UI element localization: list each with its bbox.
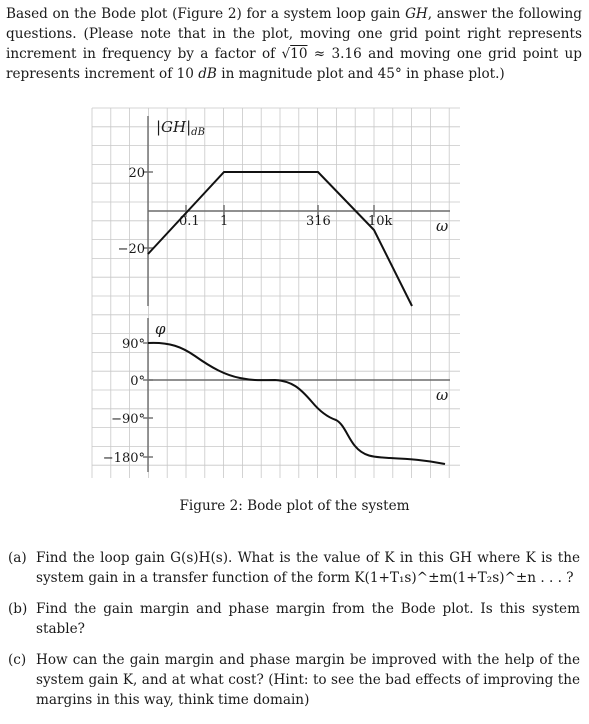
question-list [8,548,580,721]
magnitude-ylabel: $|GH|_{dB}$ [156,118,205,138]
ytick-label-minus-20: −20 [117,242,145,257]
intro-text-3: ≈ 3.16 and moving one grid point up represents increment of 10 [6,46,582,82]
question-b [8,599,580,639]
intro-text-4: in magnitude plot and 45° in phase plot.) [216,66,505,82]
db-unit: dB [198,66,217,82]
gh-symbol: GH [405,6,428,22]
bode-plot-figure [0,100,589,485]
question-text: How can the gain margin and phase margin be improved with the help of the system gain K, and at what cost? (Hint: to see the bad effects of improving the margins in this way, think time domain) [36,652,580,708]
phase-curve [148,343,445,464]
ytick-label-90: 90° [121,337,145,352]
ytick-label-minus-90: −90° [111,412,145,427]
ytick-label-minus-180: −180° [102,451,145,466]
question-c [8,650,580,710]
phase-ylabel: φ [155,320,166,338]
ytick-label-20: 20 [128,166,145,181]
xtick-label-0-1: 0.1 [179,214,200,229]
magnitude-omega-symbol: ω [436,217,449,235]
xtick-label-10k: 10k [368,214,393,229]
sqrt-argument: 10 [290,46,308,62]
figure-caption: Figure 2: Bode plot of the system [179,498,410,514]
question-a [8,548,580,588]
question-label: (c) [8,652,27,668]
intro-text-1: Based on the Bode plot (Figure 2) for a system loop gain [6,6,406,22]
xtick-label-1: 1 [220,214,229,229]
ytick-label-0: 0° [130,374,145,389]
question-text: Find the loop gain G(s)H(s). What is the value of K in this GH where K is the system gain in a transfer function of the form K(1+T₁s)^±m(1+T₂s)^±n . . . ? [36,550,580,586]
intro-text-2: , answer the following questions. (Please note that in the plot, moving one grid point right represents increment in frequency by a factor of √ [6,6,582,62]
question-label: (a) [8,550,27,566]
xtick-label-316: 316 [306,214,331,229]
problem-intro [6,4,582,84]
phase-omega-symbol: ω [436,386,449,404]
question-label: (b) [8,601,28,617]
question-text: Find the gain margin and phase margin from the Bode plot. Is this system stable? [36,601,580,637]
